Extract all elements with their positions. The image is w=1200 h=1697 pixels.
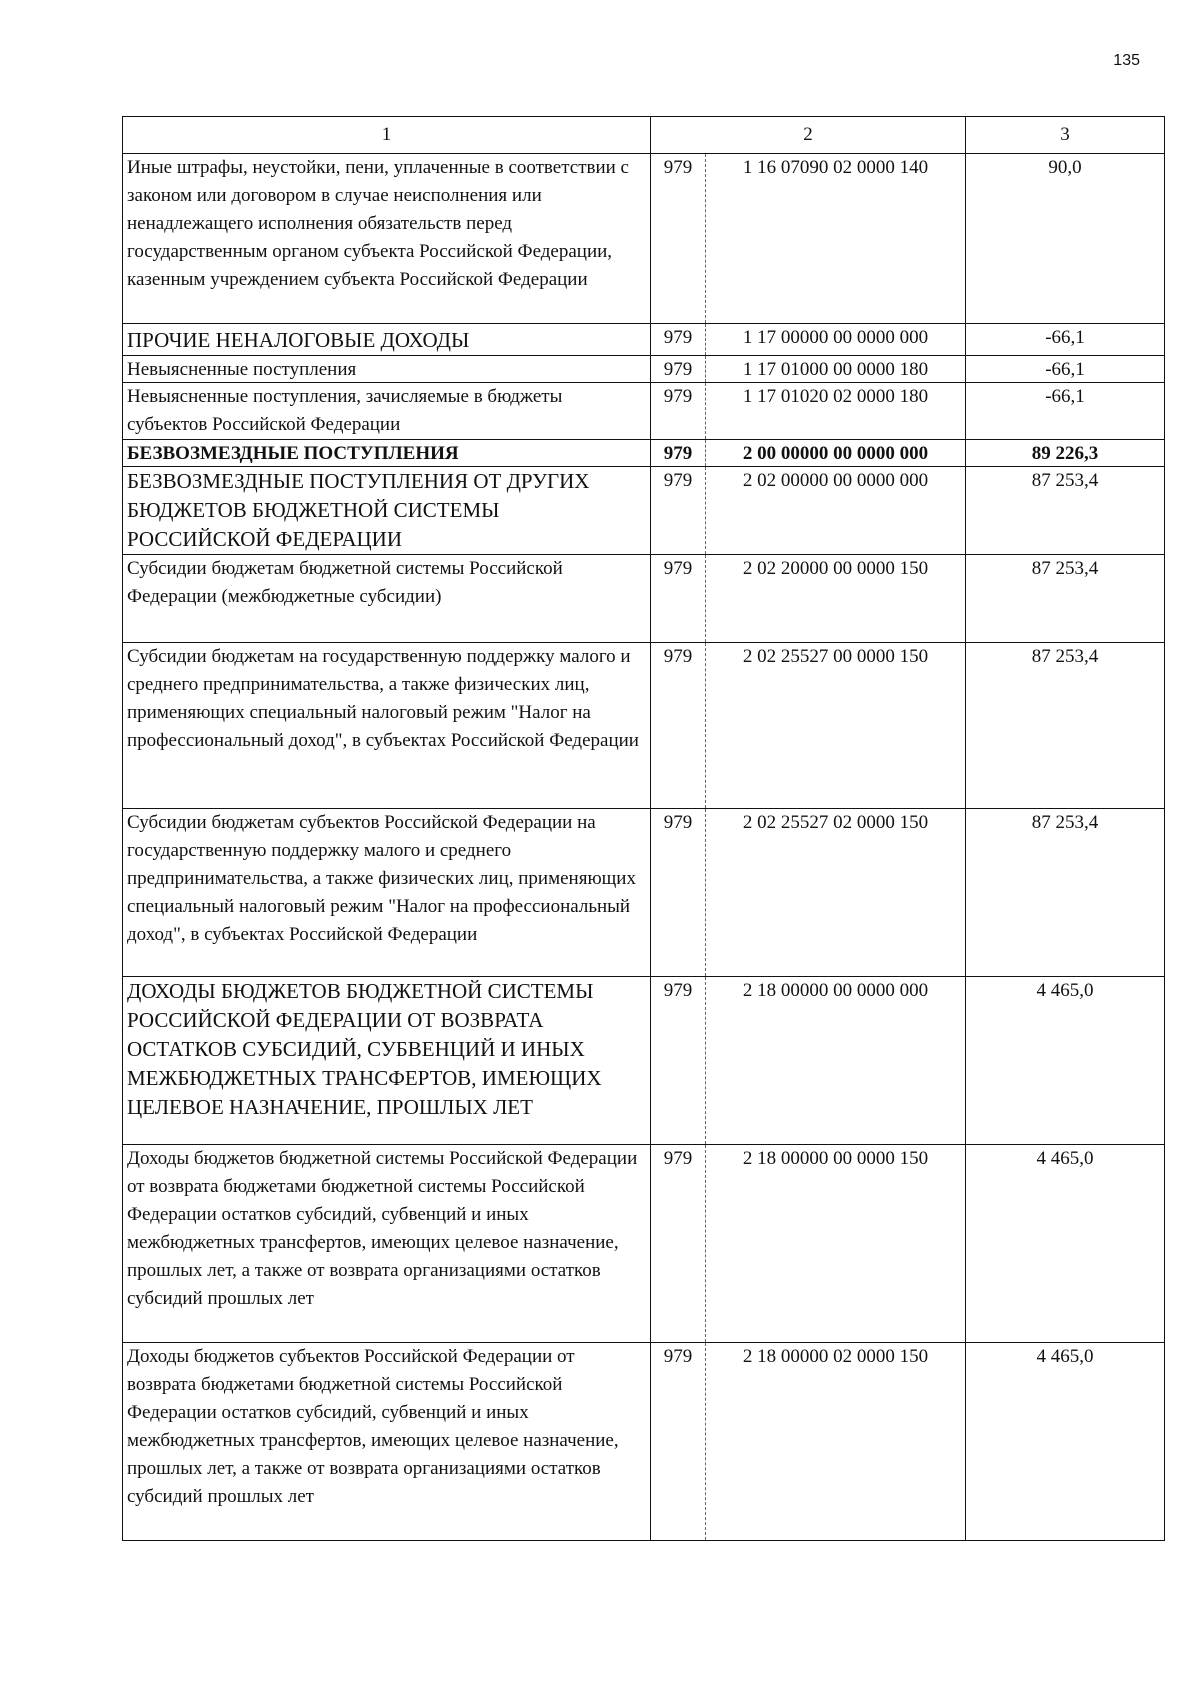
row-name: Доходы бюджетов бюджетной системы Российской Федерации от возврата бюджетами бюджетной системы Российской Федерации остатков субсидий, субвенций и иных межбюджетных трансфертов, имеющих целевое назначение, прошлых лет, а также от возврата организациями остатков субсидий прошлых лет <box>123 1145 651 1343</box>
row-admin-code: 979 <box>651 1343 706 1541</box>
row-amount: 87 253,4 <box>966 809 1165 977</box>
table-row <box>123 467 1165 555</box>
row-amount: -66,1 <box>966 383 1165 440</box>
row-budget-code: 2 18 00000 02 0000 150 <box>706 1343 966 1541</box>
row-name: Субсидии бюджетам бюджетной системы Российской Федерации (межбюджетные субсидии) <box>123 555 651 643</box>
row-admin-code: 979 <box>651 977 706 1145</box>
row-name: Субсидии бюджетам на государственную поддержку малого и среднего предпринимательства, а также физических лиц, применяющих специальный налоговый режим "Налог на профессиональный доход", в субъектах Российской Федерации <box>123 643 651 809</box>
row-budget-code: 2 18 00000 00 0000 150 <box>706 1145 966 1343</box>
row-amount: -66,1 <box>966 356 1165 383</box>
table-row <box>123 643 1165 809</box>
row-name: ДОХОДЫ БЮДЖЕТОВ БЮДЖЕТНОЙ СИСТЕМЫ РОССИЙСКОЙ ФЕДЕРАЦИИ ОТ ВОЗВРАТА ОСТАТКОВ СУБСИДИЙ, СУБВЕНЦИЙ И ИНЫХ МЕЖБЮДЖЕТНЫХ ТРАНСФЕРТОВ, ИМЕЮЩИХ ЦЕЛЕВОЕ НАЗНАЧЕНИЕ, ПРОШЛЫХ ЛЕТ <box>123 977 651 1145</box>
row-budget-code: 2 02 20000 00 0000 150 <box>706 555 966 643</box>
table-row <box>123 324 1165 356</box>
table-row <box>123 1145 1165 1343</box>
row-admin-code: 979 <box>651 383 706 440</box>
row-admin-code: 979 <box>651 356 706 383</box>
row-admin-code: 979 <box>651 467 706 555</box>
row-name: БЕЗВОЗМЕЗДНЫЕ ПОСТУПЛЕНИЯ ОТ ДРУГИХ БЮДЖЕТОВ БЮДЖЕТНОЙ СИСТЕМЫ РОССИЙСКОЙ ФЕДЕРАЦИИ <box>123 467 651 555</box>
row-amount: 4 465,0 <box>966 1145 1165 1343</box>
table-header-row <box>123 117 1165 154</box>
row-admin-code: 979 <box>651 555 706 643</box>
row-admin-code: 979 <box>651 1145 706 1343</box>
row-name: БЕЗВОЗМЕЗДНЫЕ ПОСТУПЛЕНИЯ <box>123 440 651 467</box>
table-row <box>123 977 1165 1145</box>
row-amount: 90,0 <box>966 154 1165 324</box>
table-row <box>123 809 1165 977</box>
column-header-3: 3 <box>966 117 1165 154</box>
row-name: Невыясненные поступления <box>123 356 651 383</box>
row-admin-code: 979 <box>651 643 706 809</box>
row-name: Субсидии бюджетам субъектов Российской Федерации на государственную поддержку малого и среднего предпринимательства, а также физических лиц, применяющих специальный налоговый режим "Налог на профессиональный доход", в субъектах Российской Федерации <box>123 809 651 977</box>
revenue-table <box>122 116 1165 1541</box>
row-admin-code: 979 <box>651 440 706 467</box>
row-amount: 4 465,0 <box>966 977 1165 1145</box>
row-admin-code: 979 <box>651 809 706 977</box>
row-budget-code: 2 02 00000 00 0000 000 <box>706 467 966 555</box>
row-amount: 89 226,3 <box>966 440 1165 467</box>
row-budget-code: 1 17 01020 02 0000 180 <box>706 383 966 440</box>
row-amount: -66,1 <box>966 324 1165 356</box>
row-amount: 87 253,4 <box>966 555 1165 643</box>
column-header-2: 2 <box>651 117 966 154</box>
table-row <box>123 154 1165 324</box>
row-budget-code: 1 17 01000 00 0000 180 <box>706 356 966 383</box>
row-name: ПРОЧИЕ НЕНАЛОГОВЫЕ ДОХОДЫ <box>123 324 651 356</box>
row-admin-code: 979 <box>651 154 706 324</box>
table-row <box>123 440 1165 467</box>
row-admin-code: 979 <box>651 324 706 356</box>
row-budget-code: 2 00 00000 00 0000 000 <box>706 440 966 467</box>
page-number: 135 <box>1113 52 1140 69</box>
row-budget-code: 1 17 00000 00 0000 000 <box>706 324 966 356</box>
row-amount: 87 253,4 <box>966 467 1165 555</box>
table-row <box>123 383 1165 440</box>
row-budget-code: 1 16 07090 02 0000 140 <box>706 154 966 324</box>
table-row <box>123 1343 1165 1541</box>
row-amount: 87 253,4 <box>966 643 1165 809</box>
row-budget-code: 2 18 00000 00 0000 000 <box>706 977 966 1145</box>
row-name: Доходы бюджетов субъектов Российской Федерации от возврата бюджетами бюджетной системы Российской Федерации остатков субсидий, субвенций и иных межбюджетных трансфертов, имеющих целевое назначение, прошлых лет, а также от возврата организациями остатков субсидий прошлых лет <box>123 1343 651 1541</box>
row-name: Невыясненные поступления, зачисляемые в бюджеты субъектов Российской Федерации <box>123 383 651 440</box>
row-budget-code: 2 02 25527 02 0000 150 <box>706 809 966 977</box>
row-budget-code: 2 02 25527 00 0000 150 <box>706 643 966 809</box>
table-row <box>123 356 1165 383</box>
row-amount: 4 465,0 <box>966 1343 1165 1541</box>
table-row <box>123 555 1165 643</box>
row-name: Иные штрафы, неустойки, пени, уплаченные в соответствии с законом или договором в случае неисполнения или ненадлежащего исполнения обязательств перед государственным органом субъекта Российской Федерации, казенным учреждением субъекта Российской Федерации <box>123 154 651 324</box>
column-header-1: 1 <box>123 117 651 154</box>
